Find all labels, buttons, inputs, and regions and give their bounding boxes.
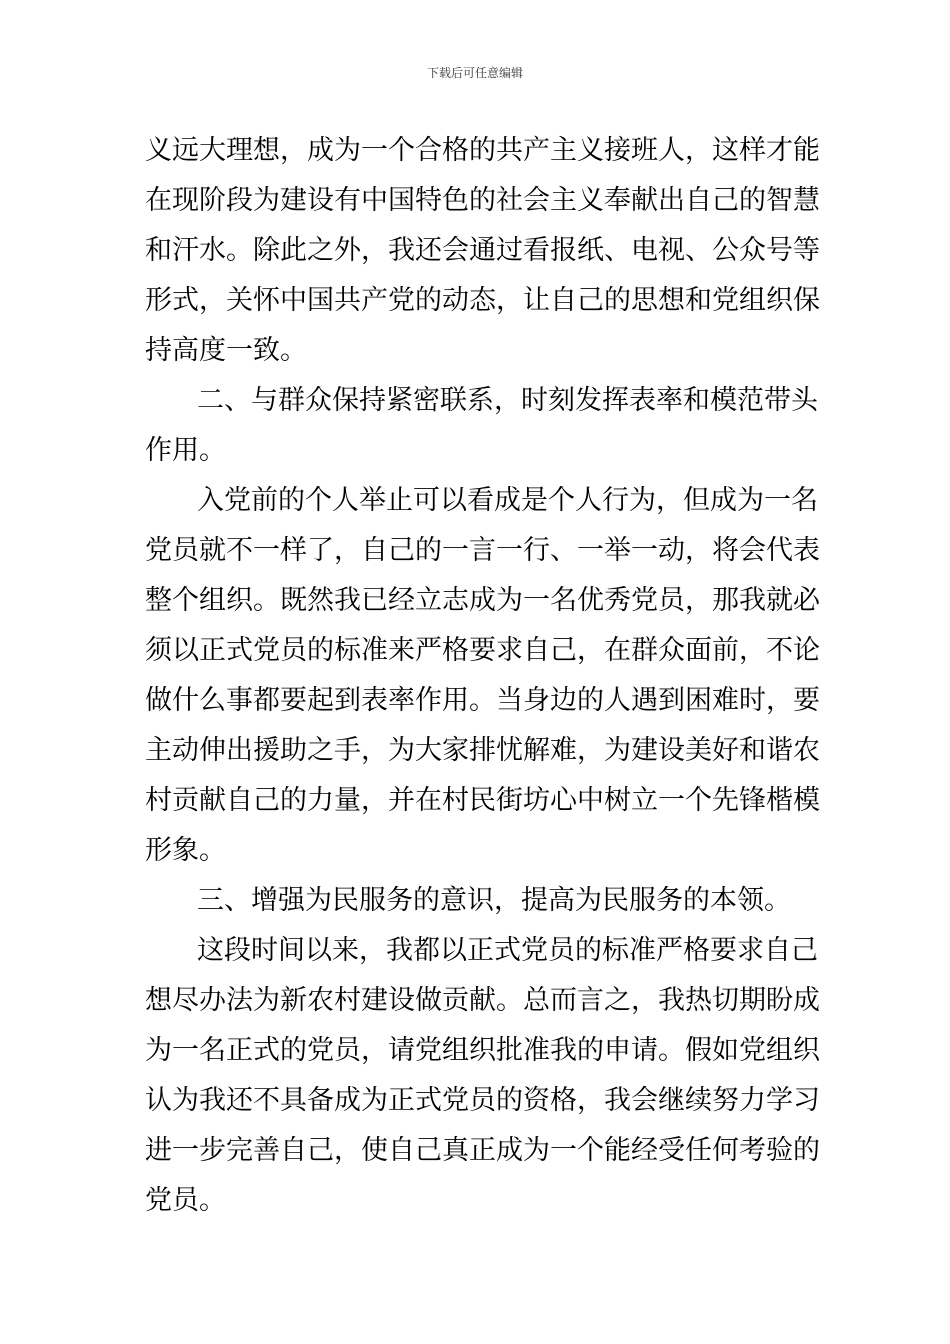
text-line: 进一步完善自己，使自己真正成为一个能经受任何考验的 [145,1135,820,1166]
text-line: 党员就不一样了，自己的一言一行、一举一动，将会代表 [145,535,820,566]
text-line: 义远大理想，成为一个合格的共产主义接班人，这样才能 [145,135,820,166]
text-line: 持高度一致。 [145,335,307,366]
text-line: 这段时间以来，我都以正式党员的标准严格要求自己 [197,935,818,966]
text-line: 二、与群众保持紧密联系，时刻发挥表率和模范带头 [197,385,818,416]
text-line: 在现阶段为建设有中国特色的社会主义奉献出自己的智慧 [145,185,820,216]
text-line: 做什么事都要起到表率作用。当身边的人遇到困难时，要 [145,685,820,716]
text-line: 为一名正式的党员，请党组织批准我的申请。假如党组织 [145,1035,820,1066]
text-line: 主动伸出援助之手，为大家排忧解难，为建设美好和谐农 [145,735,820,766]
text-line: 形式，关怀中国共产党的动态，让自己的思想和党组织保 [145,285,820,316]
text-line: 形象。 [145,835,226,866]
text-line: 入党前的个人举止可以看成是个人行为，但成为一名 [197,485,818,516]
text-line: 作用。 [145,435,226,466]
text-line: 村贡献自己的力量，并在村民街坊心中树立一个先锋楷模 [145,785,820,816]
text-line: 党员。 [145,1185,226,1216]
text-line: 整个组织。既然我已经立志成为一名优秀党员，那我就必 [145,585,820,616]
page-header-note: 下载后可任意编辑 [426,66,523,80]
text-line: 和汗水。除此之外，我还会通过看报纸、电视、公众号等 [145,235,820,266]
text-line: 想尽办法为新农村建设做贡献。总而言之，我热切期盼成 [145,985,820,1016]
document-body [145,126,820,1226]
text-line: 认为我还不具备成为正式党员的资格，我会继续努力学习 [145,1085,820,1116]
text-line: 须以正式党员的标准来严格要求自己，在群众面前，不论 [145,635,820,666]
text-line: 三、增强为民服务的意识，提高为民服务的本领。 [197,885,791,916]
